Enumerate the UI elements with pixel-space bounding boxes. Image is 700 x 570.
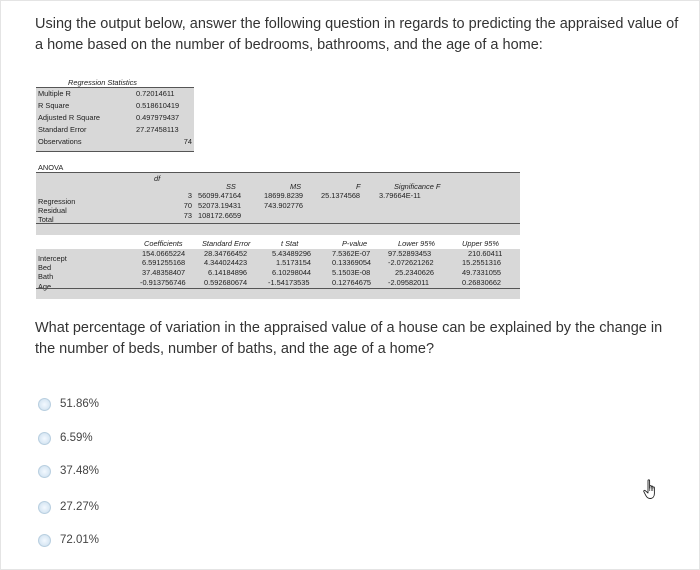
radio-button[interactable] — [38, 534, 51, 547]
question-text: What percentage of variation in the appraised value of a house can be explained by the change in the number of beds, number of baths, and the age of a home? — [35, 320, 663, 357]
anova-df: 70 — [183, 201, 192, 210]
upper-value: 210.60411 — [468, 249, 503, 258]
coef-row-label: Bed — [38, 263, 52, 272]
stat-label: Multiple R — [38, 89, 71, 98]
t-value: 6.10298044 — [272, 268, 312, 277]
answer-label: 51.86% — [60, 398, 100, 410]
anova-df: 73 — [183, 211, 192, 220]
anova-ss: 52073.19431 — [198, 201, 242, 210]
anova-f: 25.1374568 — [321, 191, 361, 200]
coef-value: -0.913756746 — [140, 278, 186, 287]
lower-value: -2.072621262 — [388, 258, 434, 267]
anova-sigf: 3.79664E-11 — [379, 191, 421, 200]
coef-row-label: Intercept — [38, 254, 67, 263]
anova-row-label: Total — [38, 215, 54, 224]
lower-value: 25.2340626 — [395, 268, 435, 277]
intro-text: Using the output below, answer the following question in regards to predicting the appraised value of a home based on the number of bedrooms, bathrooms, and the age of a home: — [35, 16, 679, 53]
se-value: 28.34766452 — [204, 249, 248, 258]
se-value: 4.344024423 — [204, 258, 248, 267]
coef-header-upper: Upper 95% — [462, 239, 499, 248]
anova-header-f: F — [356, 182, 361, 191]
answer-label: 27.27% — [60, 501, 100, 513]
stat-value: 27.27458113 — [136, 125, 179, 134]
radio-button[interactable] — [38, 465, 51, 478]
radio-button[interactable] — [38, 432, 51, 445]
radio-button[interactable] — [38, 398, 51, 411]
anova-row-label: Residual — [38, 206, 67, 215]
answer-option[interactable] — [38, 497, 99, 517]
p-value: 0.12764675 — [332, 278, 372, 287]
p-value: 7.5362E-07 — [332, 249, 371, 258]
se-value: 0.592680674 — [204, 278, 248, 287]
t-value: 5.43489296 — [272, 249, 312, 258]
answer-label: 37.48% — [60, 465, 100, 477]
anova-header-ss: SS — [226, 182, 236, 191]
divider — [36, 288, 520, 289]
stat-value: 74 — [183, 137, 192, 146]
anova-ms: 18699.8239 — [264, 191, 304, 200]
anova-header-sigf: Significance F — [394, 182, 441, 191]
radio-button[interactable] — [38, 501, 51, 514]
coef-value: 37.48358407 — [142, 268, 186, 277]
anova-header-ms: MS — [290, 182, 302, 191]
coef-value: 154.0665224 — [142, 249, 186, 258]
anova-title: ANOVA — [38, 163, 64, 172]
regression-stats-title: Regression Statistics — [68, 78, 138, 87]
answer-option[interactable] — [38, 428, 93, 448]
t-value: 1.5173154 — [276, 258, 311, 267]
anova-ms: 743.902776 — [264, 201, 304, 210]
stat-value: 0.497979437 — [136, 113, 180, 122]
coef-header-se: Standard Error — [202, 239, 251, 248]
coef-header-t: t Stat — [281, 239, 299, 248]
regression-output-table — [36, 75, 520, 311]
stat-value: 0.72014611 — [136, 89, 175, 98]
p-value: 0.13369054 — [332, 258, 372, 267]
divider — [36, 223, 520, 224]
upper-value: 0.26830662 — [462, 278, 502, 287]
answer-label: 6.59% — [60, 432, 93, 444]
coef-value: 6.591255168 — [142, 258, 186, 267]
coef-header-p: P-value — [342, 239, 368, 248]
answer-option[interactable] — [38, 530, 99, 550]
stat-label: Adjusted R Square — [38, 113, 101, 122]
coef-row-label: Bath — [38, 272, 54, 281]
stat-label: R Square — [38, 101, 70, 110]
anova-df: 3 — [187, 191, 192, 200]
stat-label: Observations — [38, 137, 82, 146]
upper-value: 49.7331055 — [462, 268, 502, 277]
coef-header-lower: Lower 95% — [398, 239, 435, 248]
anova-ss: 56099.47164 — [198, 191, 242, 200]
anova-row-label: Regression — [38, 197, 76, 206]
lower-value: 97.52893453 — [388, 249, 432, 258]
p-value: 5.1503E-08 — [332, 268, 371, 277]
divider — [36, 151, 194, 152]
upper-value: 15.2551316 — [462, 258, 502, 267]
stat-value: 0.518610419 — [136, 101, 180, 110]
t-value: -1.54173535 — [268, 278, 310, 287]
coef-row-label: Age — [38, 282, 52, 291]
anova-ss: 108172.6659 — [198, 211, 242, 220]
lower-value: -2.09582011 — [388, 278, 429, 287]
coef-header-coef: Coefficients — [144, 239, 183, 248]
answer-option[interactable] — [38, 461, 99, 481]
answer-option[interactable] — [38, 394, 99, 414]
answer-label: 72.01% — [60, 534, 100, 546]
stat-label: Standard Error — [38, 125, 87, 134]
se-value: 6.14184896 — [208, 268, 248, 277]
hand-pointer-icon — [641, 478, 661, 502]
anova-header-df: df — [154, 174, 161, 183]
